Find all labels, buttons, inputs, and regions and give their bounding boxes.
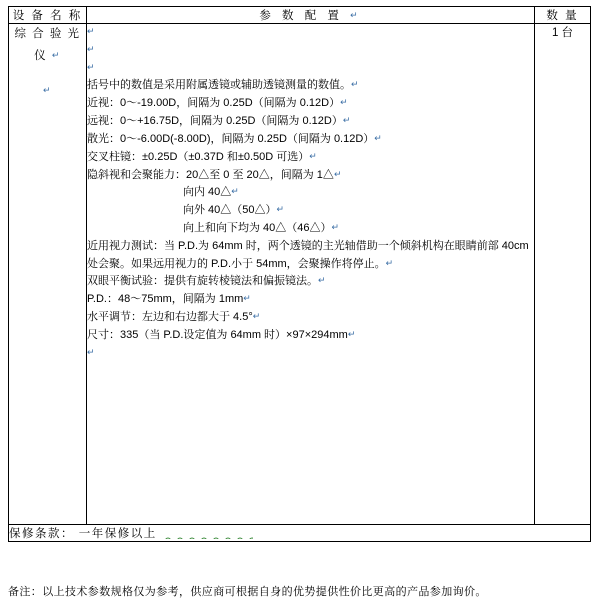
paragraph-mark-icon: ↵ <box>385 257 394 268</box>
paragraph-mark-icon: ↵ <box>351 79 359 90</box>
param-line-text: 交叉柱镜：±0.25D（±0.37D 和±0.50D 可选） <box>87 150 310 163</box>
param-indent-text: 向上和向下均为 40△（46△） <box>183 221 332 234</box>
document-page <box>0 6 600 604</box>
paragraph-mark-icon: ↵ <box>347 328 356 339</box>
paragraph-mark-icon: ↵ <box>276 204 285 215</box>
paragraph-mark-icon: ↵ <box>87 346 95 357</box>
param-line-astigmatism <box>87 131 534 149</box>
param-line-text: 隐斜视和会聚能力：20△至 0 至 20△，间隔为 1△ <box>87 168 334 181</box>
paragraph-mark-icon: ↵ <box>243 293 251 304</box>
paragraph-mark-icon: ↵ <box>342 115 351 126</box>
param-indent-updown <box>87 220 534 238</box>
header-equipment-name: 设 备 名 称 <box>9 7 87 24</box>
paragraph-mark-icon: ↵ <box>309 150 317 161</box>
param-indent-inward <box>87 184 534 202</box>
param-blank-3 <box>87 60 534 78</box>
paragraph-mark-icon: ↵ <box>87 43 95 54</box>
param-paragraph-text: 近用视力测试：当 P.D.为 64mm 时，两个透镜的主光轴借助一个倾斜机构在眼睛前部 40cm 处会聚。如果远用视力的 P.D.小于 54mm，会聚操作将停止。 <box>87 239 532 270</box>
param-line-text: 散光：0～-6.00D(-8.00D)，间隔为 0.25D（间隔为 0.12D） <box>87 132 375 145</box>
paragraph-mark-icon: ↵ <box>340 97 348 108</box>
paragraph-mark-icon: ↵ <box>51 49 61 60</box>
param-line-hyperopia <box>87 113 534 131</box>
param-line-text: 近视：0～-19.00D，间隔为 0.25D（间隔为 0.12D） <box>87 97 341 110</box>
warranty-row <box>9 525 591 542</box>
param-line-phoria <box>87 167 534 185</box>
param-paragraph-text: 尺寸：335（当 P.D.设定值为 64mm 时）×97×294mm <box>87 328 348 341</box>
param-binocular-balance <box>87 273 534 291</box>
param-intro <box>87 77 534 95</box>
cell-equipment-name <box>9 24 87 525</box>
equipment-name-text: 综 合 验 光 仪 <box>14 28 81 62</box>
paragraph-mark-icon: ↵ <box>252 311 261 321</box>
header-parameters <box>87 7 535 24</box>
param-indent-text: 向外 40△（50△） <box>183 204 277 217</box>
cell-warranty <box>9 525 591 542</box>
param-line-text: 远视：0～+16.75D，间隔为 0.25D（间隔为 0.12D） <box>87 115 343 128</box>
param-dimensions <box>87 327 534 345</box>
param-line-myopia <box>87 95 534 113</box>
param-paragraph-text: 水平调节：左边和右边都大于 4.5° <box>87 311 253 323</box>
paragraph-mark-icon: ↵ <box>333 168 342 179</box>
cell-parameters <box>87 24 535 525</box>
param-blank-1 <box>87 24 534 42</box>
param-blank-2 <box>87 42 534 60</box>
param-paragraph-text: P.D.：48～75mm，间隔为 1mm <box>87 293 244 306</box>
warranty-text: 保修条款： 一年保修以上 <box>9 528 157 540</box>
param-line-cross-cylinder <box>87 149 534 167</box>
paragraph-mark-icon: ↵ <box>231 186 239 197</box>
paragraph-mark-icon: ↵ <box>350 10 362 20</box>
equipment-spec-table <box>8 6 591 542</box>
param-blank-4 <box>87 345 534 360</box>
paragraph-mark-icon: ↵ <box>42 84 53 95</box>
param-indent-outward <box>87 202 534 220</box>
table-row <box>9 24 591 525</box>
param-indent-text: 向内 40△ <box>183 186 232 199</box>
param-paragraph-text: 双眼平衡试验：提供有旋转棱镜法和偏振镜法。 <box>87 275 318 288</box>
paragraph-mark-icon: ↵ <box>318 275 326 286</box>
param-pd-range <box>87 291 534 309</box>
param-intro-text: 括号中的数值是采用附属透镜或辅助透镜测量的数值。 <box>87 79 351 92</box>
cell-quantity <box>535 24 591 525</box>
header-parameters-label: 参 数 配 置 <box>259 10 343 22</box>
header-quantity: 数 量 <box>535 7 591 24</box>
footer-note: 备注：以上技术参数规格仅为参考，供应商可根据自身的优势提供性价比更高的产品参加询价。 <box>8 585 487 598</box>
paragraph-mark-icon: ↵ <box>87 26 95 36</box>
paragraph-mark-icon: ↵ <box>374 132 382 143</box>
squiggle-underline-icon <box>165 533 253 539</box>
quantity-text: 1 台 <box>551 27 574 39</box>
paragraph-mark-icon: ↵ <box>87 61 95 72</box>
table-header-row <box>9 7 591 24</box>
paragraph-mark-icon: ↵ <box>331 221 340 232</box>
footer-area <box>0 580 600 601</box>
param-horizontal-adjust <box>87 309 534 327</box>
param-near-vision-test <box>87 238 534 274</box>
